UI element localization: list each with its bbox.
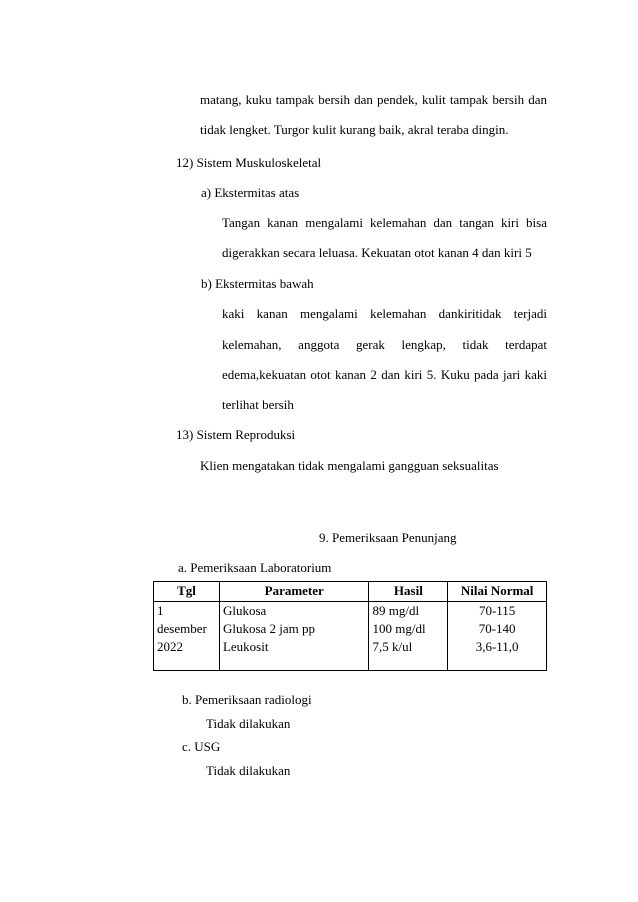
subsection-b-text-1: kaki kanan mengalami kelemahan dankiritidak terjadi — [222, 306, 547, 321]
header-parameter: Parameter — [219, 582, 369, 602]
result-item: 89 mg/dl — [372, 603, 420, 618]
subsection-b-heading: b) Ekstermitas bawah — [201, 276, 314, 291]
normal-item: 3,6-11,0 — [475, 639, 519, 654]
section-13-text: Klien mengatakan tidak mengalami gangguan seksualitas — [200, 458, 499, 473]
section-12-heading: 12) Sistem Muskuloskeletal — [176, 155, 322, 170]
parameter-item: Leukosit — [222, 639, 269, 654]
subsection-b-text-4: terlihat bersih — [222, 397, 294, 412]
intro-line-1: matang, kuku tampak bersih dan pendek, kulit tampak bersih dan — [200, 92, 547, 107]
radiology-text: Tidak dilakukan — [206, 716, 291, 731]
radiology-heading: b. Pemeriksaan radiologi — [182, 692, 312, 707]
section-9-heading: 9. Pemeriksaan Penunjang — [319, 530, 457, 545]
intro-line-2: tidak lengket. Turgor kulit kurang baik, akral teraba dingin. — [200, 122, 509, 137]
normal-item: 70-140 — [478, 621, 516, 636]
subsection-a-text-2: digerakkan secara leluasa. Kekuatan otot kanan 4 dan kiri 5 — [222, 245, 532, 260]
header-nilai-normal: Nilai Normal — [448, 582, 547, 602]
section-13-heading: 13) Sistem Reproduksi — [176, 427, 296, 442]
header-hasil: Hasil — [369, 582, 448, 602]
result-item: 7,5 k/ul — [372, 639, 413, 654]
subsection-a-text-1: Tangan kanan mengalami kelemahan dan tangan kiri bisa — [222, 215, 547, 230]
date-line: desember — [157, 621, 207, 636]
cell-date — [154, 602, 220, 671]
usg-heading: c. USG — [182, 739, 221, 754]
normal-item: 70-115 — [478, 603, 516, 618]
header-tgl: Tgl — [154, 582, 220, 602]
subsection-a-heading: a) Ekstermitas atas — [201, 185, 300, 200]
subsection-b-text-3: edema,kekuatan otot kanan 2 dan kiri 5. Kuku pada jari kaki — [222, 367, 547, 382]
date-line: 1 — [157, 603, 164, 618]
result-item: 100 mg/dl — [372, 621, 426, 636]
table-header-row — [154, 582, 547, 602]
lab-heading: a. Pemeriksaan Laboratorium — [178, 560, 332, 575]
cell-normals — [448, 602, 547, 671]
table-row — [154, 602, 547, 671]
usg-text: Tidak dilakukan — [206, 763, 291, 778]
date-line: 2022 — [157, 639, 183, 654]
cell-results — [369, 602, 448, 671]
parameter-item: Glukosa 2 jam pp — [222, 621, 316, 636]
parameter-item: Glukosa — [222, 603, 267, 618]
cell-parameters — [219, 602, 369, 671]
lab-results-table — [153, 581, 547, 671]
subsection-b-text-2: kelemahan, anggota gerak lengkap, tidak terdapat — [222, 337, 547, 352]
